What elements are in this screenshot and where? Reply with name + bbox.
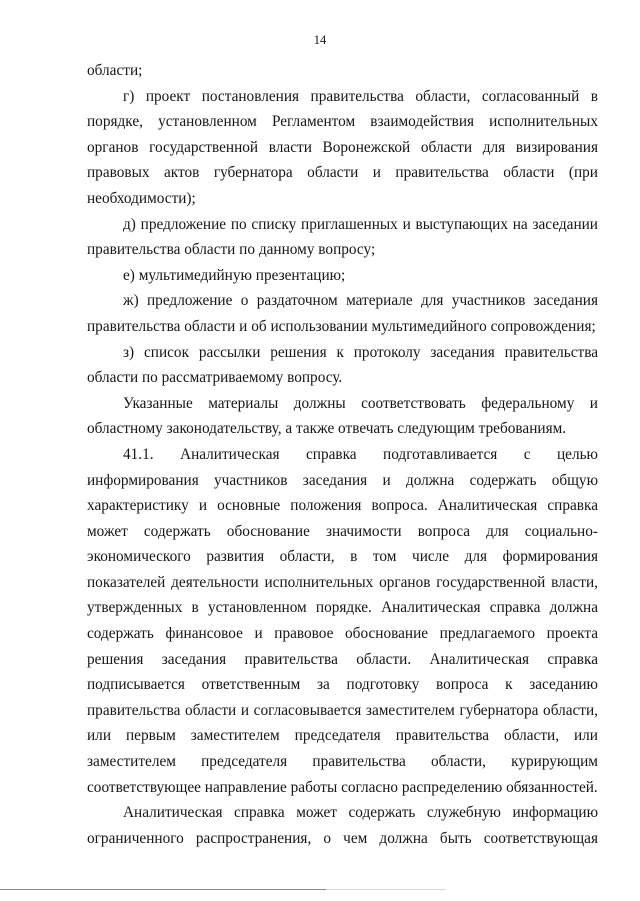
- scan-edge-line-faint: [326, 889, 446, 890]
- document-body: [87, 58, 598, 851]
- paragraph-item-g: г) проект постановления правительства области, согласованный в порядке, установленном Регламентом взаимодействия исполнительных органов государственной власти Воронежской области для визирования правовых актов губернатора области и правительства области (при необходимости);: [87, 87, 598, 207]
- paragraph-item-e: е) мультимедийную презентацию;: [123, 266, 346, 284]
- page-number: 14: [313, 33, 327, 47]
- paragraph-continuation: области;: [87, 62, 143, 79]
- paragraph-restricted-info: Аналитическая справка может содержать служебную информацию ограниченного распространения, о чем должна быть соответствующая: [87, 804, 598, 847]
- paragraph-41-1: 41.1. Аналитическая справка подготавливается с целью информирования участников заседания и должна содержать общую характеристику и основные положения вопроса. Аналитическая справка может содержать обоснование значимости вопроса для социально-экономического развития области, в том числе для формирования показателей деятельности исполнительных органов государственной власти, утвержденных в установленном порядке. Аналитическая справка должна содержать финансовое и правовое обоснование предлагаемого проекта решения заседания правительства области. Аналитическая справка подписывается ответственным за подготовку вопроса к заседанию правительства области и согласовывается заместителем губернатора области, или первым заместителем председателя правительства области, или заместителем председателя правительства области, курирующим соответствующее направление работы согласно распределению обязанностей.: [87, 445, 598, 796]
- paragraph-item-d: д) предложение по списку приглашенных и выступающих на заседании правительства области по данному вопросу;: [87, 215, 598, 259]
- paragraph-item-z: з) список рассылки решения к протоколу заседания правительства области по рассматриваемому вопросу.: [87, 343, 598, 387]
- paragraph-item-zh: ж) предложение о раздаточном материале для участников заседания правительства области и об использовании мультимедийного сопровождения;: [87, 292, 598, 335]
- scan-edge-line: [0, 889, 326, 890]
- paragraph-requirements: Указанные материалы должны соответствовать федеральному и областному законодательству, а также отвечать следующим требованиям.: [87, 394, 598, 438]
